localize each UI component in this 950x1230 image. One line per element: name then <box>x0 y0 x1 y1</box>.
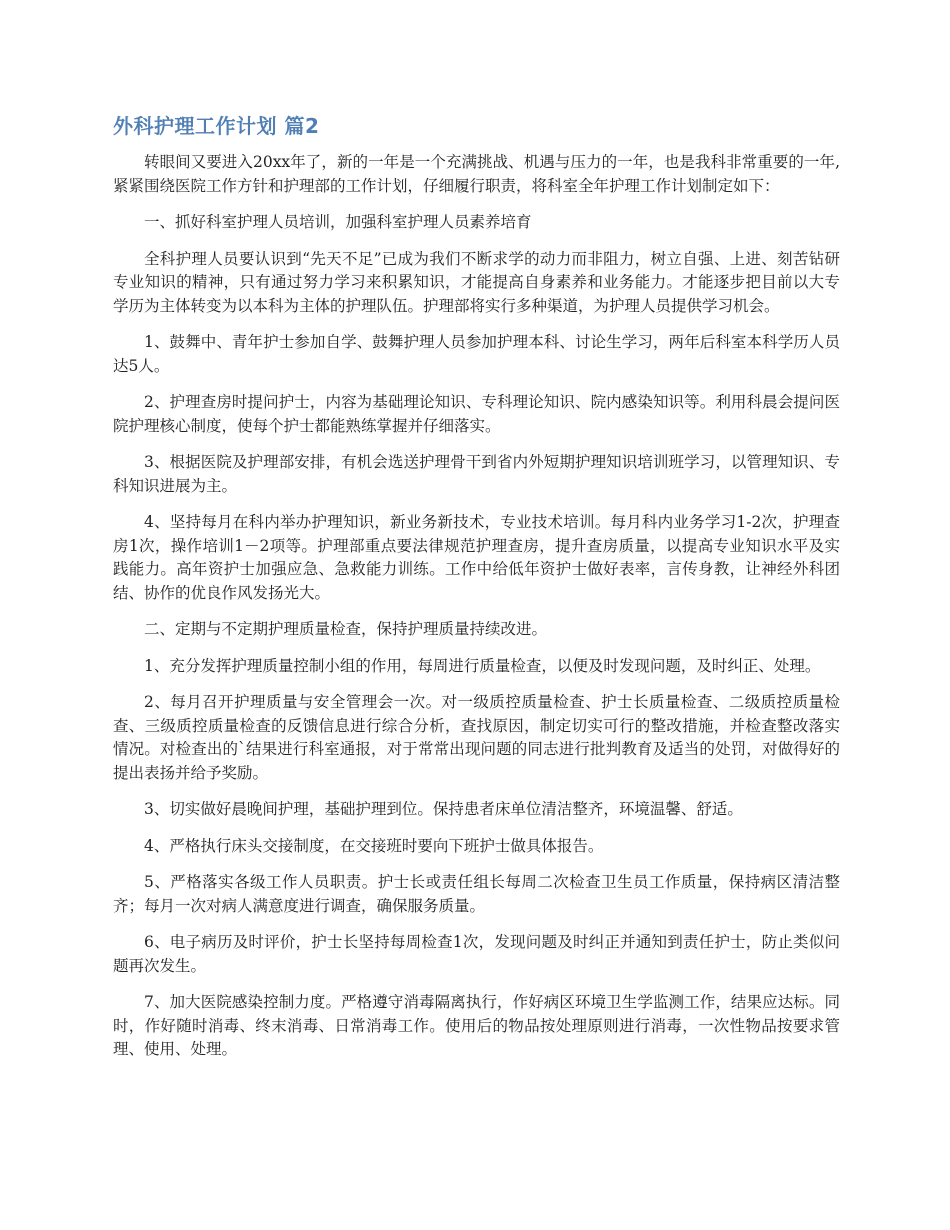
list-item-quality-6: 6、电子病历及时评价，护士长坚持每周检查1次，发现问题及时纠正并通知到责任护士，防止类似问题再次发生。 <box>113 933 840 975</box>
list-item-quality-1: 1、充分发挥护理质量控制小组的作用，每周进行质量检查，以便及时发现问题，及时纠正、处理。 <box>144 656 821 675</box>
section-heading-quality: 二、定期与不定期护理质量检查，保持护理质量持续改进。 <box>144 620 548 638</box>
document-title: 外科护理工作计划 篇2 <box>113 114 320 138</box>
list-item-quality-4: 4、严格执行床头交接制度，在交接班时要向下班护士做具体报告。 <box>144 836 604 855</box>
document-page <box>113 112 840 1075</box>
list-item-training-3: 3、根据医院及护理部安排，有机会选送护理骨干到省内外短期护理知识培训班学习，以管理知识、专科知识进展为主。 <box>113 453 840 495</box>
paragraph-intro: 转眼间又要进入20xx年了，新的一年是一个充满挑战、机遇与压力的一年，也是我科非常重要的一年,紧紧围绕医院工作方针和护理部的工作计划，仔细履行职责，将科室全年护理工作计划制定如下： <box>113 153 840 195</box>
list-item-quality-3: 3、切实做好晨晚间护理，基础护理到位。保持患者床单位清洁整齐，环境温馨、舒适。 <box>144 800 743 818</box>
list-item-training-2: 2、护理查房时提问护士，内容为基础理论知识、专科理论知识、院内感染知识等。利用科晨会提问医院护理核心制度，使每个护士都能熟练掌握并仔细落实。 <box>113 393 840 435</box>
list-item-quality-7: 7、加大医院感染控制力度。严格遵守消毒隔离执行，作好病区环境卫生学监测工作，结果应达标。同时，作好随时消毒、终末消毒、日常消毒工作。使用后的物品按处理原则进行消毒，一次性物品按要求管理、使用、处理。 <box>113 993 840 1058</box>
list-item-quality-5: 5、严格落实各级工作人员职责。护士长或责任组长每周二次检查卫生员工作质量，保持病区清洁整齐；每月一次对病人满意度进行调查，确保服务质量。 <box>113 873 840 915</box>
paragraph-training-overview: 全科护理人员要认识到“先天不足”已成为我们不断求学的动力而非阻力，树立自强、上进、刻苦钻研专业知识的精神，只有通过努力学习来积累知识，才能提高自身素养和业务能力。才能逐步把目前以大专学历为主体转变为以本科为主体的护理队伍。护理部将实行多种渠道，为护理人员提供学习机会。 <box>113 249 840 315</box>
list-item-training-1: 1、鼓舞中、青年护士参加自学、鼓舞护理人员参加护理本科、讨论生学习，两年后科室本科学历人员达5人。 <box>113 333 840 375</box>
section-heading-training: 一、抓好科室护理人员培训，加强科室护理人员素养培育 <box>144 213 532 231</box>
list-item-quality-2: 2、每月召开护理质量与安全管理会一次。对一级质控质量检查、护士长质量检查、二级质控质量检查、三级质控质量检查的反馈信息进行综合分析，查找原因，制定切实可行的整改措施，并检查整改落实情况。对检查出的`结果进行科室通报，对于常常出现问题的同志进行批判教育及适当的处罚，对做得好的提出表扬并给予奖励。 <box>113 693 840 782</box>
list-item-training-4: 4、坚持每月在科内举办护理知识，新业务新技术，专业技术培训。每月科内业务学习1-2次，护理查房1次，操作培训1－2项等。护理部重点要法律规范护理查房，提升查房质量，以提高专业知识水平及实践能力。高年资护士加强应急、急救能力训练。工作中给低年资护士做好表率，言传身教，让神经外科团结、协作的优良作风发扬光大。 <box>113 513 840 602</box>
